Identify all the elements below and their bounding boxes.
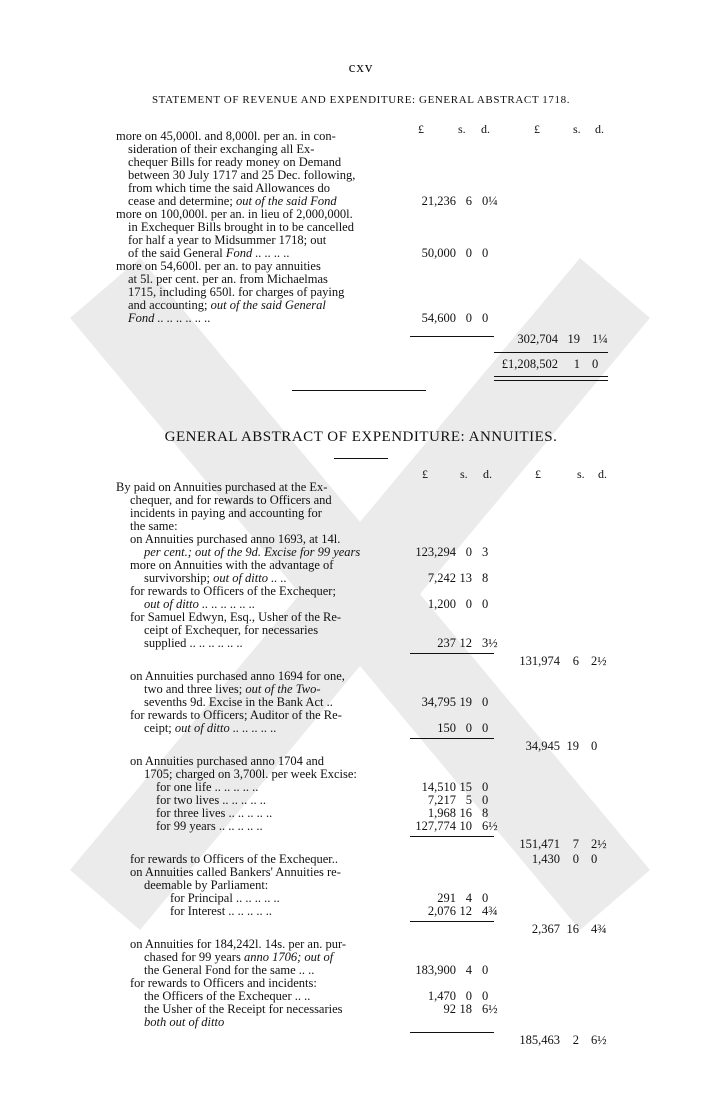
subtotal-pence: 1¼ xyxy=(592,332,608,346)
group-total-pence: 0 xyxy=(591,739,598,753)
entry-line: 1705; charged on 3,700l. per week Excise: xyxy=(144,767,357,781)
entry-line: chased for 99 years anno 1706; out of xyxy=(144,950,334,964)
text-line: 1715, including 650l. for charges of paying xyxy=(128,285,345,299)
entry-line: on Annuities for 184,242l. 14s. per an. pur- xyxy=(130,937,347,951)
entry-line: per cent.; out of the 9d. Excise for 99 years xyxy=(144,545,361,559)
header-shillings-4: s. xyxy=(577,467,585,481)
header-pounds-2: £ xyxy=(534,122,540,136)
entry-line: on Annuities purchased anno 1693, at 14l. xyxy=(130,532,341,546)
inner-amount-pounds: 21,236 xyxy=(421,194,456,208)
entry-amount-pence: 0 xyxy=(482,793,489,807)
group-total-shillings: 16 xyxy=(566,922,579,936)
group-total-pounds: 34,945 xyxy=(525,739,560,753)
grand-total-pence: 0 xyxy=(592,357,599,371)
header-pence-2: d. xyxy=(595,122,604,136)
text-line: chequer Bills for ready money on Demand xyxy=(128,155,342,169)
entry-line: for rewards to Officers and incidents: xyxy=(130,976,317,990)
entry-line: the General Fond for the same .. .. xyxy=(144,963,315,977)
entry-amount-shillings: 13 xyxy=(459,571,472,585)
entry-amount-pounds: 237 xyxy=(437,636,456,650)
inner-amount-shillings: 0 xyxy=(465,311,472,325)
entry-amount-pence: 0 xyxy=(482,963,489,977)
entry-line: both out of ditto xyxy=(144,1015,225,1029)
header-pence-3: d. xyxy=(483,467,492,481)
entry-line: for Samuel Edwyn, Esq., Usher of the Re- xyxy=(130,610,342,624)
entry-line: ceipt of Exchequer, for necessaries xyxy=(144,623,319,637)
group-total-shillings: 6 xyxy=(572,654,579,668)
entry-line: survivorship; out of ditto .. .. xyxy=(144,571,287,585)
entry-amount-pence: 3 xyxy=(482,545,489,559)
header-shillings: s. xyxy=(458,122,466,136)
entry-amount-pence: 6½ xyxy=(482,819,498,833)
inner-rule xyxy=(410,336,494,337)
entry-line: on Annuities called Bankers' Annuities re- xyxy=(130,865,341,879)
entry-amount-pence: 0 xyxy=(482,721,489,735)
section-title: GENERAL ABSTRACT OF EXPENDITURE: ANNUITIES. xyxy=(164,429,558,445)
intro-line: incidents in paying and accounting for xyxy=(130,506,322,520)
entry-line: for one life .. .. .. .. .. xyxy=(156,780,259,794)
rewards-amount-pounds: 1,430 xyxy=(531,852,560,866)
text-line: and accounting; out of the said General xyxy=(128,298,326,312)
group-rule xyxy=(410,738,494,739)
entry-amount-pounds: 34,795 xyxy=(421,695,456,709)
text-line: more on 100,000l. per an. in lieu of 2,000,000l. xyxy=(116,207,353,221)
group-total-pounds: 185,463 xyxy=(519,1033,560,1047)
entry-amount-shillings: 0 xyxy=(465,721,472,735)
entry-amount-pounds: 1,200 xyxy=(427,597,456,611)
text-line: more on 45,000l. and 8,000l. per an. in con- xyxy=(116,129,336,143)
entry-line: out of ditto .. .. .. .. .. .. xyxy=(144,597,256,611)
entry-amount-pence: 6½ xyxy=(482,1002,498,1016)
page-number: cxv xyxy=(348,60,374,76)
entry-amount-pence: 0 xyxy=(482,780,489,794)
entry-amount-shillings: 15 xyxy=(459,780,472,794)
entry-line: two and three lives; out of the Two- xyxy=(144,682,321,696)
intro-line: By paid on Annuities purchased at the Ex- xyxy=(116,480,328,494)
entry-amount-pence: 8 xyxy=(482,571,489,585)
inner-amount-pence: 0 xyxy=(482,311,489,325)
group-total-shillings: 19 xyxy=(566,739,579,753)
entry-line: for Interest .. .. .. .. .. xyxy=(170,904,273,918)
entry-line: for rewards to Officers of the Exchequer; xyxy=(130,584,336,598)
entry-amount-pounds: 1,968 xyxy=(427,806,456,820)
entry-amount-shillings: 4 xyxy=(465,891,472,905)
inner-amount-shillings: 6 xyxy=(465,194,472,208)
intro-line: chequer, and for rewards to Officers and xyxy=(130,493,332,507)
entry-amount-shillings: 0 xyxy=(465,545,472,559)
entry-amount-shillings: 10 xyxy=(459,819,472,833)
entry-line: for two lives .. .. .. .. .. xyxy=(156,793,267,807)
text-line: for half a year to Midsummer 1718; out xyxy=(128,233,327,247)
header-shillings-3: s. xyxy=(460,467,468,481)
entry-amount-pence: 4¾ xyxy=(482,904,498,918)
entry-amount-pence: 0 xyxy=(482,597,489,611)
inner-amount-shillings: 0 xyxy=(465,246,472,260)
inner-amount-pounds: 50,000 xyxy=(421,246,456,260)
group-total-pence: 4¾ xyxy=(591,922,607,936)
entry-amount-shillings: 19 xyxy=(459,695,472,709)
text-line: more on 54,600l. per an. to pay annuities xyxy=(116,259,321,273)
group-total-pence: 2½ xyxy=(591,837,607,851)
entry-amount-pounds: 123,294 xyxy=(415,545,456,559)
rewards-line: for rewards to Officers of the Exchequer.. xyxy=(130,852,339,866)
text-line: sideration of their exchanging all Ex- xyxy=(128,142,315,156)
entry-amount-pounds: 92 xyxy=(443,1002,456,1016)
header-pounds-4: £ xyxy=(535,467,541,481)
entry-amount-shillings: 12 xyxy=(459,904,472,918)
header-shillings-2: s. xyxy=(573,122,581,136)
subtotal-shillings: 19 xyxy=(567,332,580,346)
group-total-shillings: 7 xyxy=(572,837,579,851)
entry-line: deemable by Parliament: xyxy=(144,878,269,892)
grand-total-double-rule xyxy=(494,376,608,381)
entry-amount-pounds: 2,076 xyxy=(427,904,456,918)
text-line: Fond .. .. .. .. .. .. xyxy=(128,311,211,325)
entry-line: sevenths 9d. Excise in the Bank Act .. xyxy=(144,695,333,709)
entry-amount-pence: 3½ xyxy=(482,636,498,650)
entry-line: ceipt; out of ditto .. .. .. .. .. xyxy=(144,721,277,735)
entry-amount-shillings: 0 xyxy=(465,597,472,611)
entry-line: on Annuities purchased anno 1694 for one, xyxy=(130,669,345,683)
entry-amount-shillings: 12 xyxy=(459,636,472,650)
header-pounds: £ xyxy=(418,122,424,136)
group-total-pence: 6½ xyxy=(591,1033,607,1047)
grand-total-pounds: £1,208,502 xyxy=(501,357,558,371)
entry-amount-pounds: 291 xyxy=(437,891,456,905)
entry-amount-shillings: 0 xyxy=(465,989,472,1003)
rewards-amount-pence: 0 xyxy=(591,852,598,866)
header-pounds-3: £ xyxy=(422,467,428,481)
group-total-pounds: 2,367 xyxy=(531,922,560,936)
intro-line: the same: xyxy=(130,519,178,533)
text-line: between 30 July 1717 and 25 Dec. following, xyxy=(128,168,356,182)
entry-amount-pounds: 7,242 xyxy=(427,571,456,585)
entry-line: for 99 years .. .. .. .. .. xyxy=(156,819,263,833)
entry-amount-pounds: 14,510 xyxy=(421,780,456,794)
text-line: in Exchequer Bills brought in to be cancelled xyxy=(128,220,354,234)
text-line: cease and determine; out of the said Fond xyxy=(128,194,337,208)
entry-line: the Officers of the Exchequer .. .. xyxy=(144,989,311,1003)
entry-amount-shillings: 5 xyxy=(465,793,472,807)
entry-line: more on Annuities with the advantage of xyxy=(130,558,334,572)
entry-amount-shillings: 4 xyxy=(465,963,472,977)
entry-amount-pence: 8 xyxy=(482,806,489,820)
entry-line: for Principal .. .. .. .. .. xyxy=(170,891,280,905)
entry-amount-pence: 0 xyxy=(482,891,489,905)
entry-line: on Annuities purchased anno 1704 and xyxy=(130,754,325,768)
entry-line: supplied .. .. .. .. .. .. xyxy=(144,636,243,650)
entry-amount-pounds: 127,774 xyxy=(415,819,456,833)
inner-amount-pounds: 54,600 xyxy=(421,311,456,325)
entry-amount-pence: 0 xyxy=(482,695,489,709)
entry-amount-shillings: 18 xyxy=(459,1002,472,1016)
group-total-pounds: 151,471 xyxy=(519,837,560,851)
title-underline xyxy=(334,458,388,459)
group-total-pence: 2½ xyxy=(591,654,607,668)
section-divider xyxy=(292,390,426,391)
entry-line: for three lives .. .. .. .. .. xyxy=(156,806,273,820)
rewards-amount-shillings: 0 xyxy=(572,852,579,866)
group-rule xyxy=(410,1032,494,1033)
entry-amount-pence: 0 xyxy=(482,989,489,1003)
entry-amount-pounds: 150 xyxy=(437,721,456,735)
subtotal-rule xyxy=(494,352,608,353)
subtotal-pounds: 302,704 xyxy=(517,332,558,346)
inner-amount-pence: 0¼ xyxy=(482,194,498,208)
group-total-shillings: 2 xyxy=(572,1033,579,1047)
text-line: from which time the said Allowances do xyxy=(128,181,331,195)
text-line: at 5l. per cent. per an. from Michaelmas xyxy=(128,272,328,286)
running-head: STATEMENT OF REVENUE AND EXPENDITURE: GENERAL ABSTRACT 1718. xyxy=(151,94,571,106)
entry-line: for rewards to Officers; Auditor of the Re- xyxy=(130,708,342,722)
grand-total-shillings: 1 xyxy=(573,357,580,371)
group-rule xyxy=(410,653,494,654)
entry-amount-pounds: 1,470 xyxy=(427,989,456,1003)
header-pence-4: d. xyxy=(598,467,607,481)
entry-amount-pounds: 183,900 xyxy=(415,963,456,977)
entry-amount-pounds: 7,217 xyxy=(427,793,456,807)
text-line: of the said General Fond .. .. .. .. xyxy=(128,246,290,260)
entry-line: the Usher of the Receipt for necessaries xyxy=(144,1002,343,1016)
header-pence: d. xyxy=(481,122,490,136)
group-rule xyxy=(410,836,494,837)
entry-amount-shillings: 16 xyxy=(459,806,472,820)
group-total-pounds: 131,974 xyxy=(519,654,560,668)
group-rule xyxy=(410,921,494,922)
inner-amount-pence: 0 xyxy=(482,246,489,260)
